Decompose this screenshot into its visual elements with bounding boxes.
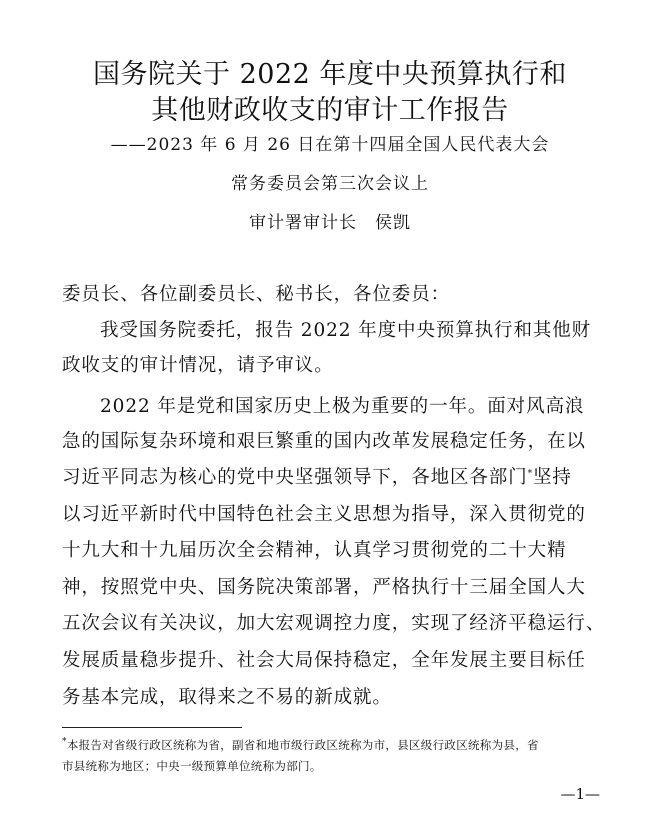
subtitle-speaker-line: 审计署审计长 侯凯 — [249, 213, 411, 233]
subtitle-date-line: ——2023 年 6 月 26 日在第十四届全国人民代表大会 — [110, 135, 550, 155]
paragraph-2-line-8: 发展质量稳步提升、社会大局保持稳定，全年发展主要目标任 — [62, 650, 586, 671]
paragraph-2-line-5: 十九大和十九届历次全会精神，认真学习贯彻党的二十大精 — [62, 540, 567, 561]
paragraph-2-line-2: 急的国际复杂环境和艰巨繁重的国内改革发展稳定任务，在以 — [62, 431, 586, 452]
paragraph-2-line-6: 神，按照党中央、国务院决策部署，严格执行十三届全国人大 — [62, 577, 586, 598]
report-title-line-1: 国务院关于 2022 年度中央预算执行和 — [93, 59, 567, 90]
paragraph-2-line-7: 五次会议有关决议，加大宏观调控力度，实现了经济平稳运行、 — [62, 613, 606, 634]
paragraph-2-line-3 — [62, 463, 572, 489]
salutation: 委员长、各位副委员长、秘书长，各位委员： — [62, 284, 451, 305]
footnote-line-2: 市县统称为地区；中央一级预算单位统称为部门。 — [62, 759, 322, 773]
paragraph-1-line-1: 我受国务院委托，报告 2022 年度中央预算执行和其他财 — [100, 320, 592, 341]
footnote-mark: * — [62, 737, 67, 748]
paragraph-2-line-3-text: 习近平同志为核心的党中央坚强领导下，各地区各部门 — [62, 467, 528, 488]
paragraph-2-line-1: 2022 年是党和国家历史上极为重要的一年。面对风高浪 — [100, 396, 585, 417]
footnote-text-1: 本报告对省级行政区统称为省，副省和地市级行政区统称为市，县区级行政区统称为县，省 — [66, 738, 539, 752]
footnote-divider — [62, 727, 242, 728]
subtitle-meeting-line: 常务委员会第三次会议上 — [231, 174, 429, 194]
report-title-line-2: 其他财政收支的审计工作报告 — [151, 95, 509, 126]
paragraph-1-line-2: 政收支的审计情况，请予审议。 — [62, 355, 334, 376]
page-number: —1— — [560, 785, 600, 803]
paragraph-2-line-4: 以习近平新时代中国特色社会主义思想为指导，深入贯彻党的 — [62, 504, 586, 525]
paragraph-2-line-9: 务基本完成，取得来之不易的新成就。 — [62, 687, 392, 708]
footnote-line-1 — [62, 737, 539, 753]
footnote-reference-mark[interactable]: * — [527, 468, 534, 479]
paragraph-2-line-3-end: 坚持 — [533, 467, 572, 488]
